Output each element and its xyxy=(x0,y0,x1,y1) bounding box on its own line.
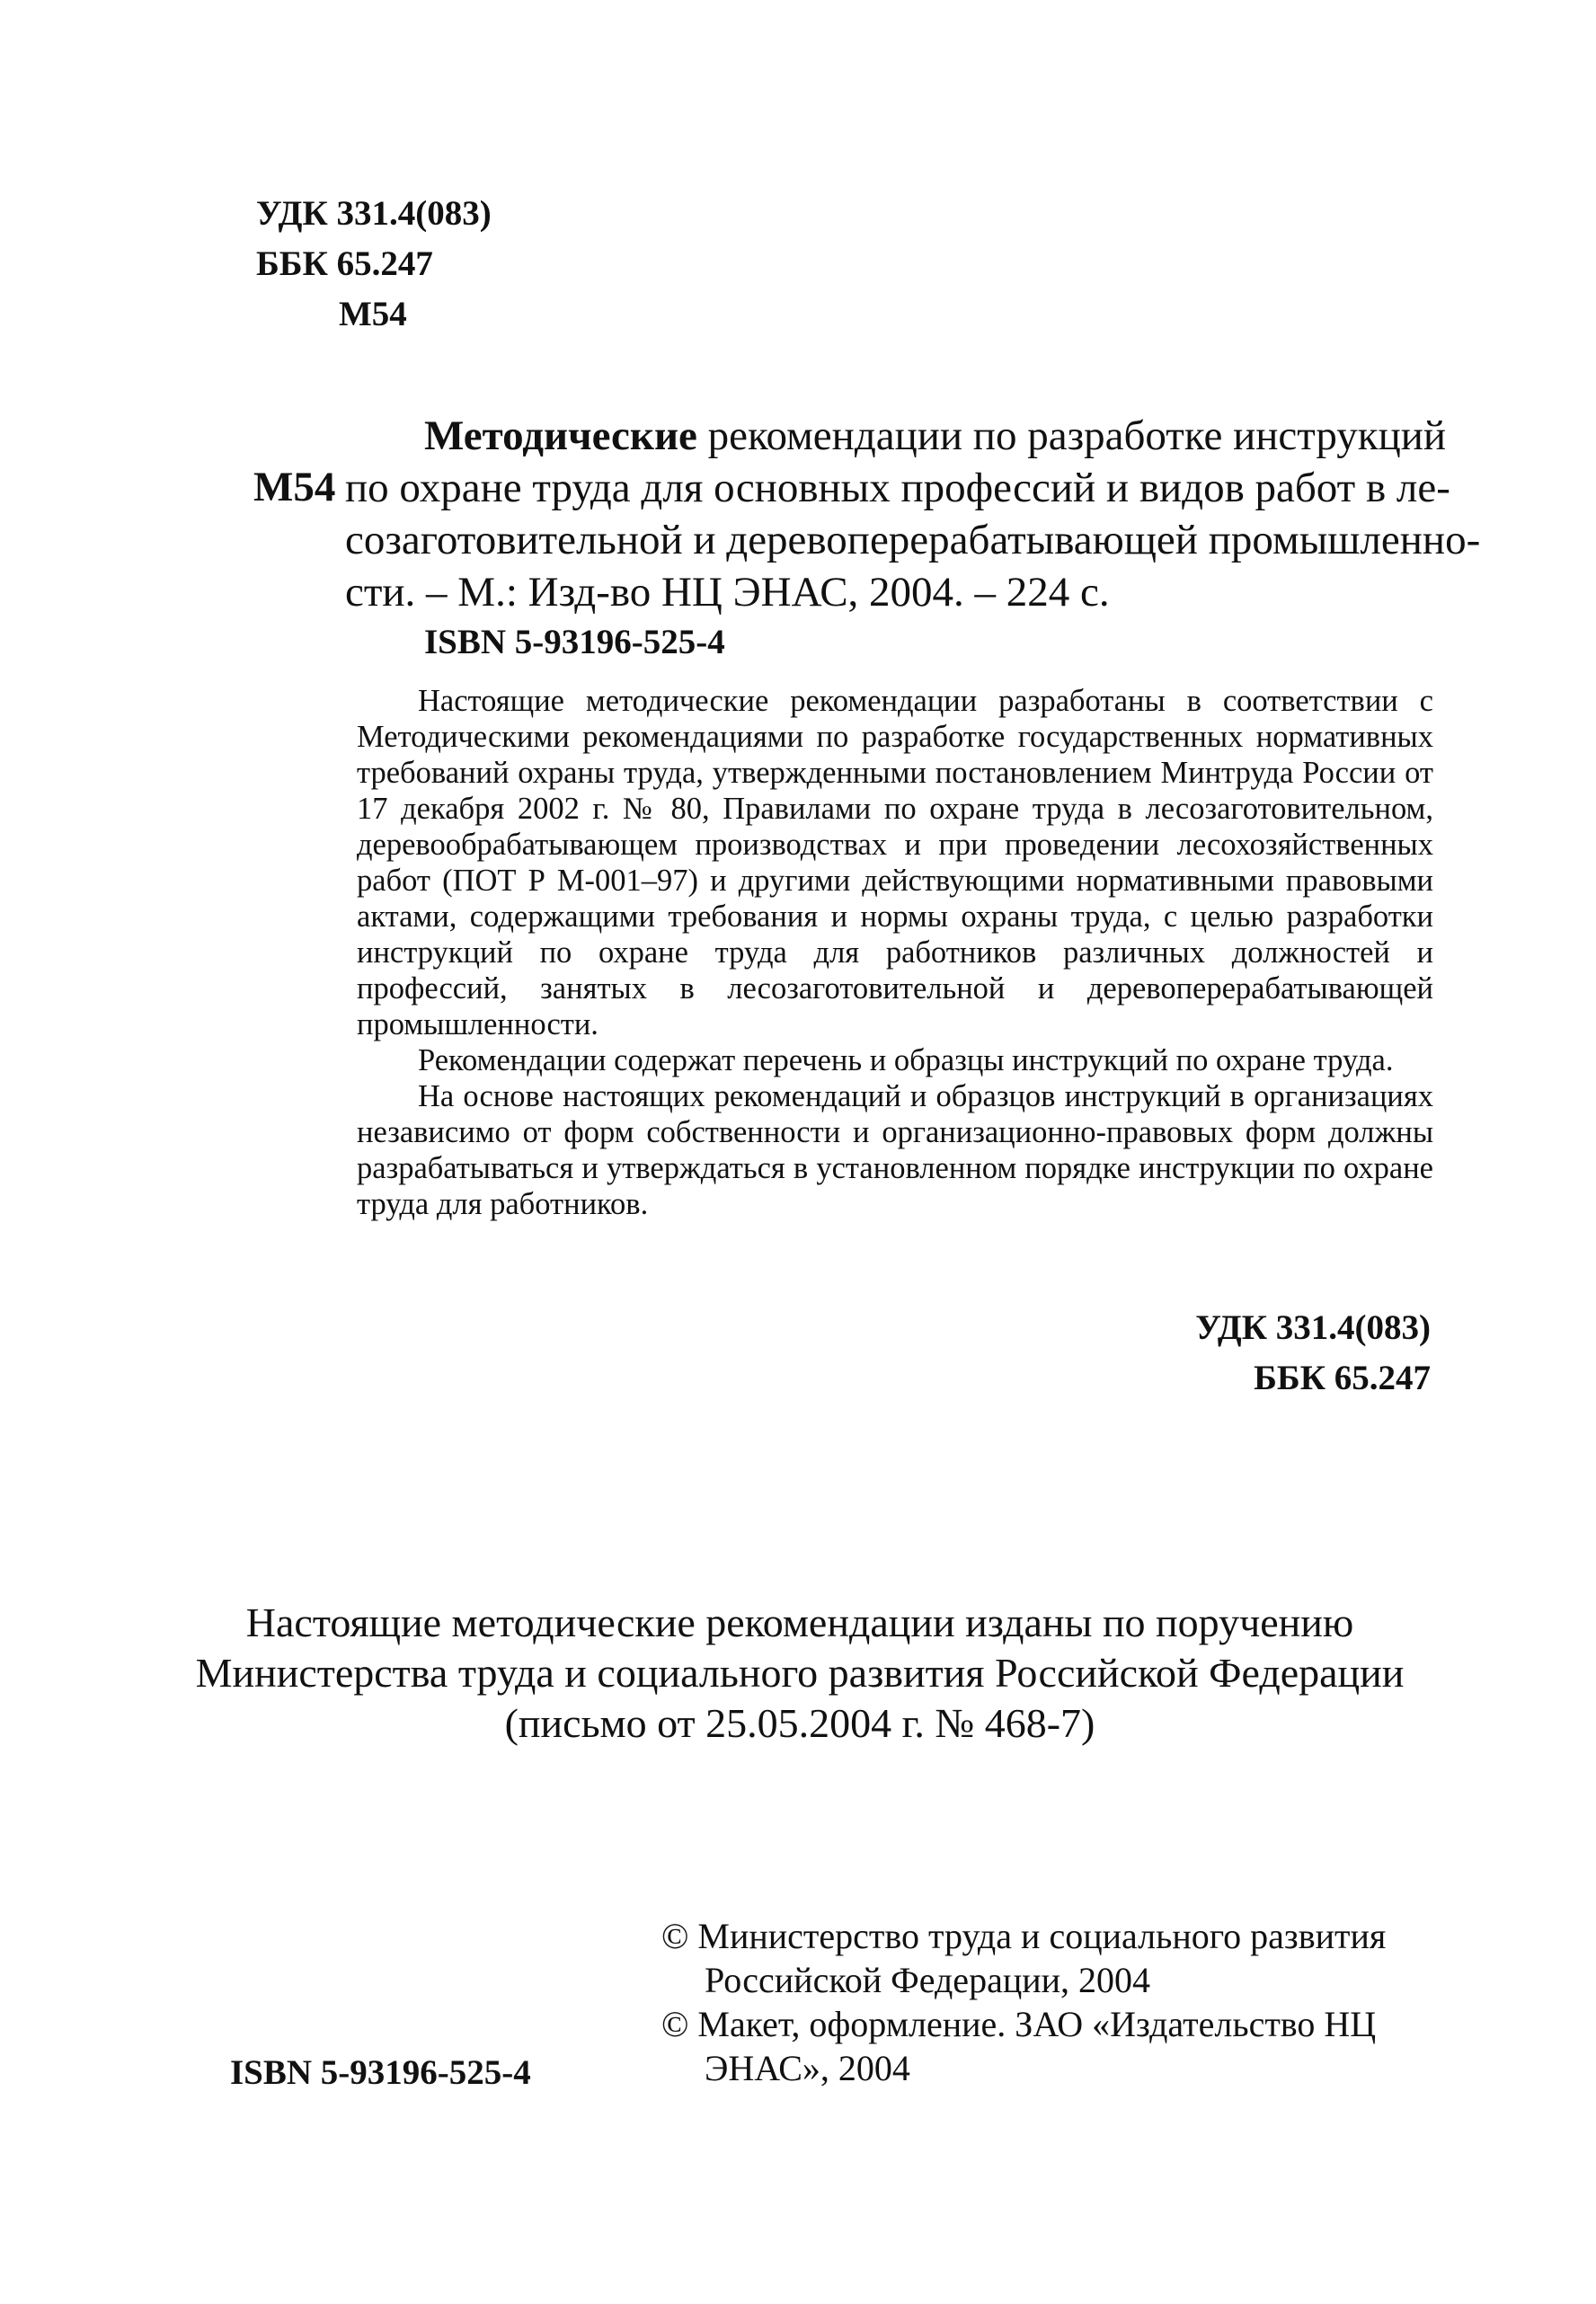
ministry-note-line-1: Настоящие методические рекомендации изданы по поручению xyxy=(245,1600,1354,1645)
annotation-paragraph-1: Настоящие методические рекомендации разработаны в соответствии с Методическими рекомендациями по разработке государственных нормативных требований охраны труда, утвержденными постановлением Минтруда России от 17 декабря 2002 г. № 80, Правилами по охране труда в лесозаготовительном, деревообрабатывающем производствах и при проведении лесохозяйственных работ (ПОТ Р М-001–97) и другими действующими нормативными правовыми актами, содержащими требования и нормы охраны труда, с целью разработки инструкций по охране труда для работников различных должностей и профессий, занятых в лесозаготовительной и деревоперерабатывающей промышленности. xyxy=(357,684,1433,1041)
entry-line-1 xyxy=(345,410,1447,462)
author-sign-code: М54 xyxy=(339,295,407,333)
copyright-1-line-1: © Министерство труда и социального развития xyxy=(661,1916,1387,1956)
entry-line-3: созаготовительной и деревоперерабатывающей промышленно- xyxy=(345,517,1481,563)
entry-title-rest: рекомендации по разработке инструкций xyxy=(696,412,1447,459)
entry-line-4: сти. – М.: Изд-во НЦ ЭНАС, 2004. – 224 с. xyxy=(345,569,1110,616)
copyright-2-line-2: ЭНАС», 2004 xyxy=(705,2048,910,2088)
ministry-note-line-3: (письмо от 25.05.2004 г. № 468-7) xyxy=(504,1700,1095,1746)
ministry-note-line-2: Министерства труда и социального развития Российской Федерации xyxy=(195,1650,1405,1696)
copyright-notices xyxy=(661,1914,1443,2090)
annotation xyxy=(357,683,1433,1222)
right-classification xyxy=(1195,1303,1431,1404)
copyright-1-line-2: Российской Федерации, 2004 xyxy=(705,1960,1151,2000)
entry-author-sign: М54 xyxy=(253,464,336,510)
udk-code-right: УДК 331.4(083) xyxy=(1195,1308,1431,1347)
annotation-paragraph-2: Рекомендации содержат перечень и образцы инструкций по охране труда. xyxy=(418,1043,1394,1077)
ministry-note xyxy=(180,1598,1420,1749)
udk-code: УДК 331.4(083) xyxy=(256,194,492,233)
bbk-code-right: ББК 65.247 xyxy=(1254,1359,1431,1397)
entry-isbn: ISBN 5-93196-525-4 xyxy=(424,623,725,661)
entry-line-2: по охране труда для основных профессий и видов работ в ле- xyxy=(345,465,1450,511)
top-classification xyxy=(256,189,492,340)
bbk-code: ББК 65.247 xyxy=(256,244,433,283)
footer-isbn: ISBN 5-93196-525-4 xyxy=(230,2053,531,2092)
entry-title-bold: Методические xyxy=(424,412,697,459)
copyright-2-line-1: © Макет, оформление. ЗАО «Издательство НЦ xyxy=(661,2004,1377,2044)
annotation-paragraph-3: На основе настоящих рекомендаций и образцов инструкций в организациях независимо от форм собственности и организационно-правовых форм должны разрабатываться и утверждаться в установленном порядке инструкции по охране труда для работников. xyxy=(357,1079,1433,1221)
bibliographic-entry xyxy=(345,410,1481,618)
